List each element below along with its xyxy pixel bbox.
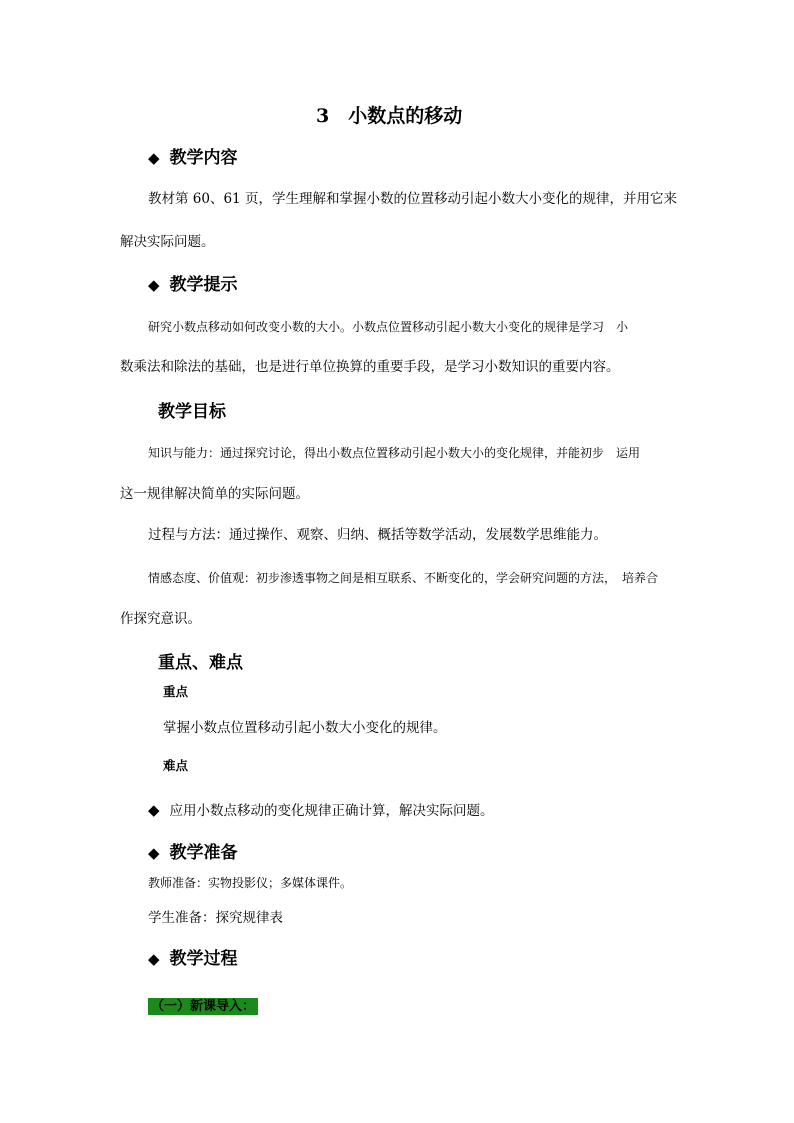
heading-text: 教学内容 (169, 148, 238, 168)
paragraph-line: 掌握小数点位置移动引起小数大小变化的规律。 (163, 720, 447, 736)
key-label: 重点 (163, 684, 189, 699)
page-title: 3 小数点的移动 (316, 105, 463, 127)
highlighted-text: （一）新课导入： (148, 998, 258, 1015)
paragraph-line: 情感态度、价值观：初步渗透事物之间是相互联系、不断变化的，学会研究问题的方法， 培养合 (148, 571, 659, 585)
section-heading-goals: 教学目标 (158, 402, 226, 422)
paragraph-line: 过程与方法：通过操作、观察、归纳、概括等数学活动，发展数学思维能力。 (148, 527, 607, 543)
step-one-highlight (148, 997, 258, 1013)
paragraph-line: 教材第 60、61 页，学生理解和掌握小数的位置移动引起小数大小变化的规律，并用它来 (148, 191, 677, 207)
section-heading-process (148, 951, 238, 968)
diamond-bullet-icon: ◆ (148, 276, 160, 294)
heading-text: 教学提示 (169, 275, 238, 295)
paragraph-text: 应用小数点移动的变化规律正确计算，解决实际问题。 (169, 803, 494, 819)
diamond-bullet-icon: ◆ (148, 950, 160, 968)
heading-text: 教学过程 (169, 949, 238, 969)
heading-text: 教学准备 (169, 843, 238, 863)
diamond-bullet-icon: ◆ (148, 844, 160, 862)
diamond-bullet-icon: ◆ (148, 149, 160, 167)
paragraph-line: 数乘法和除法的基础，也是进行单位换算的重要手段，是学习小数知识的重要内容。 (120, 359, 620, 375)
paragraph-line: 这一规律解决简单的实际问题。 (120, 486, 309, 502)
section-heading-content (148, 150, 238, 167)
paragraph-line: 研究小数点移动如何改变小数的大小。小数点位置移动引起小数大小变化的规律是学习 小 (148, 320, 629, 334)
paragraph-line: 学生准备：探究规律表 (148, 910, 283, 926)
section-heading-hints (148, 277, 238, 294)
diamond-bullet-icon: ◆ (148, 801, 160, 819)
difficulty-line (148, 803, 494, 819)
paragraph-line: 解决实际问题。 (120, 234, 215, 250)
paragraph-line: 作探究意识。 (120, 611, 201, 627)
difficulty-label: 难点 (163, 758, 189, 773)
paragraph-line: 教师准备：实物投影仪；多媒体课件。 (148, 876, 353, 890)
section-heading-keypoints: 重点、难点 (158, 653, 243, 673)
section-heading-prep (148, 845, 238, 862)
paragraph-line: 知识与能力：通过探究讨论，得出小数点位置移动引起小数大小的变化规律，并能初步 运用 (148, 446, 641, 460)
